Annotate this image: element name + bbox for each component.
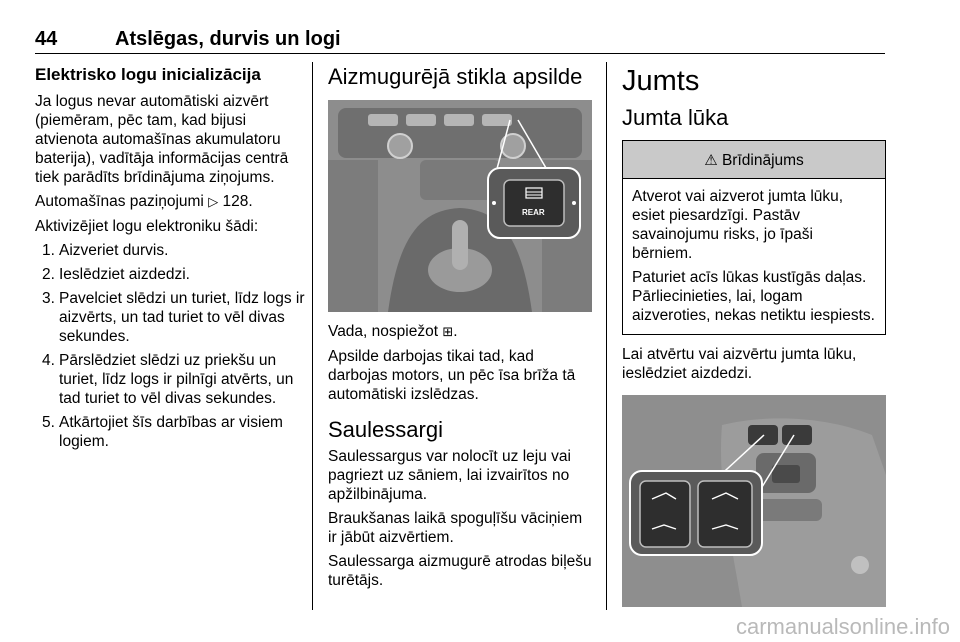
warning-body bbox=[623, 179, 885, 334]
page-reference[interactable]: 128. bbox=[222, 193, 253, 210]
section-heading: Aizmugurējā stikla apsilde bbox=[328, 64, 583, 89]
step-number: 4. bbox=[42, 352, 55, 369]
step-number: 1. bbox=[42, 242, 55, 259]
console-photo bbox=[328, 100, 592, 312]
paragraph-with-icon bbox=[328, 322, 593, 342]
paragraph: Aktivizējiet logu elektroniku šādi: bbox=[35, 218, 259, 235]
paragraph: Ja logus nevar automātiski aizvērt (piemēram, pēc tam, kad bijusi atvienota automašīnas akumulatoru baterija), vadītāja informācijas centrā tiek parādīts brīdinājuma ziņojums. bbox=[35, 93, 289, 186]
column-window-init bbox=[35, 64, 305, 456]
step-number: 3. bbox=[42, 290, 55, 307]
step-number: 2. bbox=[42, 266, 55, 283]
sunroof-switch-photo bbox=[622, 395, 886, 607]
warning-text: Atverot vai aizverot jumta lūku, esiet piesardzīgi. Pastāv savainojumu risks, jo īpaši bērniem. bbox=[632, 188, 844, 262]
step-text: Pavelciet slēdzi un turiet, līdz logs ir aizvērts, un tad turiet to vēl divas sekundes. bbox=[59, 290, 305, 345]
column-divider bbox=[606, 62, 607, 610]
watermark: carmanualsonline.info bbox=[735, 614, 950, 639]
section-heading: Saulessargi bbox=[328, 417, 443, 442]
chapter-heading: Jumts bbox=[622, 65, 700, 97]
section-heading: Jumta lūka bbox=[622, 105, 729, 130]
step-text: Pārslēdziet slēdzi uz priekšu un turiet, līdz logs ir pilnīgi atvērts, un tad turiet to vēl divas sekundes. bbox=[59, 352, 294, 407]
paragraph: Braukšanas laikā spoguļīšu vāciņiem ir jābūt aizvērtiem. bbox=[328, 510, 583, 546]
warning-triangle-icon: ⚠ bbox=[704, 151, 718, 169]
paragraph-text: Vada, nospiežot bbox=[328, 323, 439, 340]
warning-header bbox=[623, 141, 885, 179]
list-item bbox=[35, 413, 305, 451]
paragraph-text: . bbox=[453, 323, 458, 340]
console-illustration bbox=[328, 100, 592, 312]
page-reference-arrow-icon: ▷ bbox=[208, 195, 219, 210]
paragraph: Saulessargus var nolocīt uz leju vai pagriezt uz sāniem, lai izvairītos no apžilbinājuma. bbox=[328, 448, 571, 503]
step-text: Aizveriet durvis. bbox=[59, 242, 169, 259]
rear-defrost-icon: ⊞ bbox=[442, 325, 454, 340]
paragraph-text: Automašīnas paziņojumi bbox=[35, 193, 204, 210]
list-item bbox=[35, 241, 305, 260]
steps-list bbox=[35, 241, 305, 451]
column-rear-defrost bbox=[328, 64, 593, 595]
warning-title: Brīdinājums bbox=[721, 152, 804, 169]
sunroof-switch-illustration bbox=[622, 395, 886, 607]
paragraph: Lai atvērtu vai aizvērtu jumta lūku, ieslēdziet aizdedzi. bbox=[622, 346, 857, 382]
step-text: Ieslēdziet aizdedzi. bbox=[59, 266, 190, 283]
page-number: 44 bbox=[35, 28, 58, 50]
column-divider bbox=[312, 62, 313, 610]
section-heading: Elektrisko logu inicializācija bbox=[35, 65, 261, 84]
paragraph: Apsilde darbojas tikai tad, kad darbojas motors, un pēc īsa brīža tā automātiski izslēdzas. bbox=[328, 348, 576, 403]
chapter-title: Atslēgas, durvis un logi bbox=[115, 28, 341, 50]
warning-box bbox=[622, 140, 886, 335]
page-header bbox=[35, 28, 885, 54]
paragraph-reference bbox=[35, 192, 305, 212]
list-item bbox=[35, 289, 305, 346]
step-number: 5. bbox=[42, 414, 55, 431]
paragraph: Saulessarga aizmugurē atrodas biļešu turētājs. bbox=[328, 553, 592, 589]
rear-button-label: REAR bbox=[522, 208, 545, 217]
list-item bbox=[35, 351, 305, 408]
step-text: Atkārtojiet šīs darbības ar visiem logiem. bbox=[59, 414, 283, 450]
column-roof bbox=[622, 64, 886, 607]
list-item bbox=[35, 265, 305, 284]
warning-text: Paturiet acīs lūkas kustīgās daļas. Pārliecinieties, lai, logam aizveroties, nekas netiktu iespiests. bbox=[632, 269, 875, 324]
